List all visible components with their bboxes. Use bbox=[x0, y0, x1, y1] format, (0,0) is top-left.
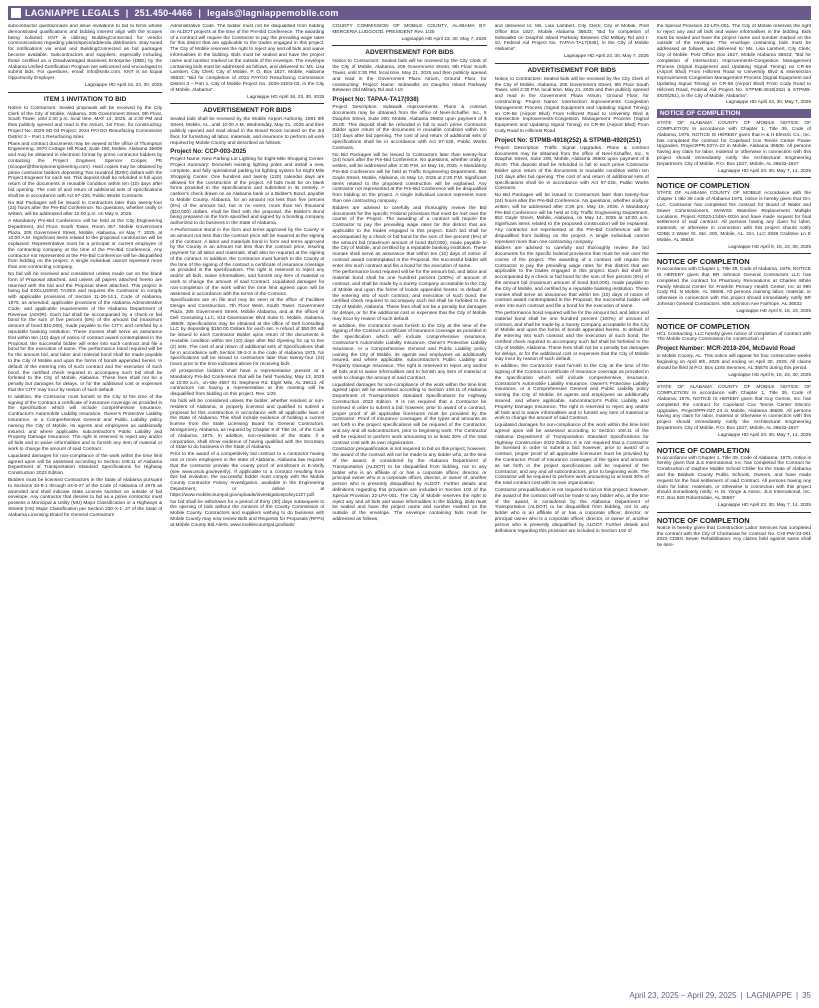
notice-text: A Mandatory Pre-Bid Conference will be held at the City Engineering Department, 3rd Floor, South Tower, Room 357, Mobile Government Plaza, 205 Government Street, Mobile, Alabama, on May 7, 2025, at 10:00 A.M. Significant items related to the proposed construction will be explained. Representative must be a principal or current employee of the contracting company at the time of the Pre-Bid Conference. Any contractor not represented at the Pre-Bid Conference will be disqualified from bidding on the project. A single individual cannot represent more than one contracting company. bbox=[8, 218, 163, 271]
notice-title: ITEM 1 INVITATION TO BID bbox=[43, 95, 127, 103]
header-phone: 251.450-4466 bbox=[134, 8, 193, 18]
notice-text: Project Description: Traffic Signal Upgrades. Plans & contract documents may be obtained from the office of Neel-Schaffer, Inc., 5 Dauphin Street, Suite 200, Mobile, Alabama 36602 upon payment of $ 25.00. This deposit shall be refunded in full to each prime Contractor Bidder upon return of the documents in reusable condition within ten (10) days after bid opening. The cost of and return of additional sets of specifications shall be in accordance with Act 97-225, Public Works Contracts. bbox=[494, 145, 649, 192]
divider bbox=[657, 177, 811, 178]
footer-separator: | bbox=[796, 990, 799, 1000]
notice-title: NOTICE OF COMPLETION bbox=[656, 321, 750, 331]
notice-text: Plans and contract documents may be viewed at the office of Thompson Engineering, 2970 Cottage Hill Road, Suite 190, Mobile, Alabama 36606 and may be obtained in electronic format by prime contractor bidders by contacting the Project Engineer, Spencer Cooper, PE (scooper@thompsonengineering.com). Hard copies may be obtained by prime contractor bidders depositing Two Hundred ($200) dollars with the Project Engineer for each set. This deposit shall be refunded in full upon return of the documents in reusable condition within ten (10) days after bid opening. The cost of and return of additional sets of specifications shall be in accordance with Act 97-225, Public Works Contracts. bbox=[8, 141, 163, 199]
completion-notice: STATE OF ALABAMA COUNTY OF MOBILE NOTICE OF COMPLETION In accordance with Chapter 1, Title 39, Code of Alabama, 1975, NOTICE IS HEREBY given that H & H Electric Co., Inc. has completed the contract for Copeland Cox Tennis Center Power Upgrades, Project#PR-037A-23 in Mobile, Alabama 36608. All persons having any claim for labor, material or otherwise in connection with this project should immediately notify the Architectural Engineering Department, City of Mobile, P.O. Box 1827, Mobile, AL 36633-1827 bbox=[656, 121, 812, 167]
publication-line: Lagniappe HD April 23, 30, May 7, 2025 bbox=[725, 100, 812, 106]
publication-line: Lagniappe HD April 9, 16, 23, 2025 bbox=[736, 308, 812, 314]
notice-title: NOTICE OF COMPLETION bbox=[656, 257, 750, 267]
column-1 bbox=[8, 24, 162, 986]
publication-line: Lagniappe HD April 9, 16, 23, 30, 2025 bbox=[728, 372, 812, 378]
completion-notice: STATE OF ALABAMA COUNTY OF MOBILE NOTICE OF COMPLETION In accordance with Chapter 1, Title 39, Code of Alabama, 1975, NOTICE IS HEREBY given that Guy Gemini, Inc. has completed the contract for Copeland Cox Tennis Center Electric Upgrades, Project#PR-037-23 in Mobile, Alabama 36608. All persons having any claim for labor, material or otherwise in connection with this project should immediately notify the Architectural Engineering Department, City of Mobile, P.O. Box 1827, Mobile, AL 36633-1827 bbox=[656, 385, 812, 432]
notice-text: subcontractor questionnaire and issue invitations to bid to firms whose demonstrated qualifications and bidding interest align with the scopes being solicited. KNT is utilizing BuildingConnected for vendor communications regarding plans/specs/addenda distribution. Stay tuned for notifications via email and BuildingConnected as bid packages become available. Subcontractors and suppliers, especially including those certified as a Disadvantaged Business Enterprise (DBE) by the Alabama Unified Certification Program are welcomed and encouraged to submit bids. For questions, email: info@knttx.com. KNT is an Equal Opportunity Employer. bbox=[8, 24, 163, 82]
notice-text: Liquidated damages for non-compliance of the work within the time limit agreed upon will be assessed according to Section 108.11 of the Alabama Department of Transportation Standard Specifications for Highway Construction 2022 Edition. It is not required that a Contractor be licensed in order to submit a bid; however, prior to award of a contract, proper proof of all applicable licensures must be provided by the Contractor. Proof of insurance coverages of the types and amounts as set forth in the project specifications will be required of the Contractor, and any and all subcontractors, prior to beginning work. The Contractor will be required to perform work amounting to at least 30% of the total contract cost with its own organization. bbox=[494, 423, 649, 487]
divider bbox=[8, 92, 162, 93]
notice-text: No bids will be considered unless the bidder, whether resident or non-resident of Alabama, is properly licensed and qualified to submit a proposal for this construction in accordance with all applicable laws of the State of Alabama. This shall include evidence of holding a current license from the State Licensing Board for General Contractors, Montgomery, Alabama, as required by Chapter 8 of Title 34, of the Code of Alabama, 1975. In addition, non-residents of the State, if a corporation, shall show evidence of having qualified with the Secretary of State to do business in the State of Alabama. bbox=[170, 399, 325, 451]
column-5 bbox=[657, 24, 811, 986]
notice-text: Prior to the award of a competitively bid contract to a contractor having one or more employees in the state of Alabama, Alabama law requires that the contractor provide the county proof of enrollment in E-Verify (see www.uscis.gov/everify). If applicable to a contract resulting from this bid invitation, the successful bidder must comply with the Mobile County Contractor Felony Investigation, available in the Engineering Department, or online at https://www.mobilecountyal.gov/uploads/investigationpolicy1107.pdf. bbox=[170, 452, 325, 498]
notice-title: NOTICE OF COMPLETION bbox=[656, 515, 750, 525]
notice-text: Contractor prequalification is not required to bid on this project; however, the award of the contract will not be made to any bidder who, at the time of the award, is considered by the Alabama Department of Transportation (ALDOT) to be disqualified from bidding, nor to any bidder who is an affiliate of or has a corporate officer, director, or principal owner who is a corporate officer, director, or owner of, another person who is presently disqualified by ALDOT. Further details and definitions regarding this provision are included in Section 102 of the Special Provision 22-LPA-001. The City of Mobile reserves the right to reject any and all bids and waive informalities in the bidding. Bids must be sealed and have the project name and number marked on the outside of the envelope. The envelope containing bids must be addressed as follows, bbox=[332, 447, 487, 522]
footer-separator: | bbox=[740, 990, 743, 1000]
notice-text: Liquidated damages for non-compliance of the work within the time limit agreed upon will be assessed according to Section 108.11 of Alabama Department of Transportation Standard Specifications for Highway Construction 2022 Edition. bbox=[8, 453, 163, 477]
divider bbox=[657, 512, 811, 513]
footer-dates: April 23, 2025 – April 29, 2025 bbox=[629, 990, 737, 1000]
notice-text: Project Name: New Parking Lot Lighting for Eight-Mile Shopping Center. Project Summary: Demolish existing lighting poles and install a new, complete, and fully operational parking lot lighting system for Eight Mile Shopping Center. One hundred and twenty (120) calendar days are allowed for the construction of the project. All bids must be on blank forms provided in the Specifications and submitted in its entirety. A cashier's check drawn on an Alabama bank or a Bidder's Bond, payable to Mobile County, Alabama, for an amount not less than five percent (5%) of the amount bid, but in no event, more than ten thousand ($10,000) dollars, shall be filed with the proposal, the Bidder's Bond being prepared on the form specified and signed by a bonding company authorized to do business in the State of Alabama. bbox=[170, 157, 325, 227]
notice-title: ADVERTISEMENT FOR BIDS bbox=[365, 49, 454, 57]
notice-text: and delivered to: Ms. Lisa Lambert, City Clerk; City of Mobile, Post Office Box 1827, Mobile Alabama 36633; "Bid for completion of Sidewalks on Dauphin Island Parkway Between Old Military Rd and I-10, Federal Aid Project No. TAPAA-TA17(938), in the City of Mobile Alabama". bbox=[494, 24, 649, 53]
notice-text: In addition, the Contractor must furnish to the City at the time of the signing of the Contract a certificate of insurance coverage as provided in the specification which will include comprehensive insurance, Contractor's Automobile Liability Insurance, Owner's Protective Liability Insurance, or a Comprehensive General and Public Liability policy naming the City of Mobile, its agents and employees as additionally insured, and where applicable, subcontractor's Public Liability and Property Damage Insurance. The right is reserved to reject any and/or all bids and to waive informalities and to furnish any item of material or work to change the amount of said Contract. bbox=[8, 394, 163, 452]
page-number: 35 bbox=[802, 990, 811, 1000]
header-separator: | bbox=[198, 8, 202, 18]
divider bbox=[495, 63, 649, 64]
divider bbox=[657, 442, 811, 443]
notice-text: In addition, the Contractor must furnish to the City at the time of the signing of the Contract a certificate of insurance coverage as provided in the specification which will include comprehensive insurance, Contractor's Automobile Liability Insurance, Owner's Protective Liability Insurance, or a Comprehensive General and Public Liability policy naming the City of Mobile, its agents and employees as additionally insured, and where applicable, subcontractor's Public Liability and Property Damage Insurance. The right is reserved to reject any and/or all bids and to waive informalities and to furnish any item of material or work to change the amount of said Contract. bbox=[494, 364, 649, 422]
legal-columns bbox=[8, 24, 811, 986]
notice-text: Contractor prequalification is not required to bid on this project; however, the award of the contract will not be made to any bidder who, at the time of the award, is considered by the Alabama Department of Transportation (ALDOT) to be disqualified from bidding, nor to any bidder who is an affiliate of or has a corporate officer, director, or principal owner who is a corporate officer, director, or owner of, another person who is presently disqualified by ALDOT. Further details and definitions regarding this provision are included in Section 102 of bbox=[494, 487, 649, 534]
notice-text: Specifications are on file and may be seen at the office of Facilities Design and Construction, 7th Floor West, South Tower, Government Plaza, 205 Government Street, Mobile Alabama, and at the offices of Dell Consulting LLC, 813 Downtowner Blvd Suite D, Mobile, Alabama, 36609. Specifications may be obtained at the office of Dell Consulting LLC by depositing $150.00 Dollars for each set. A refund of $50.00 will be issued to each Contractor Bidder upon return of the documents in reusable condition within ten (10) days after Bid Opening for up to two (2) sets. The cost of and return of additional sets of Specifications shall be in accordance with Section 39-2-3 in the code of Alabama 1975. No specifications will be issued to contractors later than twenty-four (24) hours prior to the time indicated above for receiving bids. bbox=[170, 298, 325, 368]
footer-brand: LAGNIAPPE bbox=[746, 990, 793, 1000]
divider bbox=[657, 381, 811, 382]
completion-notice: STATE OF ALABAMA COUNTY OF MOBILE Accordance with the chapter 1 title 39 code of Alabama 1975, notice is hereby given that GH, LLC, Contractor has completed the contract for Board of Water and Sewer Commissioners, MAWSS Waterline Replacement Multiple Locations, Project #2023-1348A-003A and have made request for final settlement of said contract. All persons having any claim for labor, materials, or otherwise in connection with this project should notify CDBK 2 Water St. Ste. 300, Mobile, AL. GH, LLC 2939 Crabtree Ln E Mobile, AL 36618 bbox=[656, 191, 812, 243]
notice-text: The performance bond required will be for the amount bid, and labor and material bond shall be one hundred percent (100%) of amount of contract, and shall be made by a Surety Company acceptable to the City of Mobile and upon the forms of bonds appended hereto. In default of the entering into of such contract, and execution of such bond, the certified check required to accompany such bid shall be forfeited to the City of Mobile, Alabama. These fees shall not be a penalty but damages for delays, or for the additional cost or expenses that the City of Mobile may incur by reason of such default. bbox=[332, 270, 487, 322]
notice-text: Notice to Contractors: Sealed bids will be received by the City Clerk of the City of Mobile, Alabama, 205 Government Street, 9th Floor South Tower, until 2:30 PM. local time, May 21, 2025 and then publicly opened and read in the Government Plaza Atrium, Ground Floor, for constructing: Project Name: Sidewalks on Dauphin Island Parkway Between Old Military Rd and I-10 bbox=[332, 59, 487, 94]
notice-text: Bidders must be licensed Contractors in the State of Alabama pursuant to Sections 34-8-1 through 34-8-27 of the Code of Alabama of 1975 as amended and shall indicate State License Number on outside of bid envelope. Any contractor that desires to bid as a prime contractor must possess a Municipal & Utility (MU) Major Classification or a Highways & Streets (HS) Major Classification per Section 230-X-1-.27 of the State of Alabama Licensing Board for General Contractors bbox=[8, 477, 163, 518]
publication-line: Lagniappe HD April 16, 23, 30, 2025 bbox=[84, 82, 163, 88]
header-separator: | bbox=[125, 8, 129, 18]
divider bbox=[657, 253, 811, 254]
notice-text: No bid shall be withdrawn for a period of thirty (30) days subsequent to the opening of bids without the consent of the County Commission of Mobile County. Contractors and suppliers wishing to do business with Mobile County may now review Bids and Requests for Proposals (RFPs) at Mobile County Bid Alerts. www.mobilecountyal.gov/bids/ bbox=[170, 499, 325, 528]
header-email[interactable]: legals@lagniappemobile.com bbox=[207, 8, 339, 18]
notice-text: Notice to Contractors: Sealed proposals will be received by the City Clerk of the City of Mobile, Alabama, 205 Government Street, 9th Floor, South Tower, until 2:30 p.m. local time, MAY 14, 2025, at 2:30 PM and then publicly opened and read in the Atrium, 1st Floor, for constructing: Project No: 2025-SD-03 Project: 2024 PAYGO Resurfacing Commission District 3 – Part 1 Resurfacing Sites bbox=[8, 105, 163, 140]
header-brand: LAGNIAPPE LEGALS bbox=[25, 8, 120, 18]
page-header bbox=[8, 6, 811, 20]
publication-line: Lagniappe HD April 23, 30, May 7, 14, 2025 bbox=[717, 503, 812, 508]
notice-text: Administrative Code. The bidder must not be disqualified from bidding on ALDOT projects at the time of the Pre-Bid Conference. The awarding of a contract will require the Contractor to pay the prevailing wage rates for this district that are applicable to the trades engaged in this project. The City of Mobile reserves the right to reject any and all bids and waive informalities in the bidding. Bids must be sealed and have the project name and number marked on the outside of the envelope. The envelope containing bids must be addressed as follows, and delivered to: Ms. Lisa Lambert, City Clerk; City of Mobile, P. O. Box 1827, Mobile, Alabama 36633: "Bid for completion of 2024 PAYGO Resurfacing Commission District 3 – Part 1, City of Mobile Project No. 2025-SD03-03, in the City of Mobile, Alabama". bbox=[170, 24, 325, 93]
section-banner: NOTICE OF COMPLETION bbox=[657, 109, 811, 118]
notice-title: NOTICE OF COMPLETION bbox=[656, 445, 750, 455]
notice-text: All prospective bidders shall have a representative present at a Mandatory Pre-bid Conference that will be held Tuesday, May 13, 2025 at 10:00 a.m., on-site 4557 St. Stephens Rd. Eight Mile, AL 36613. All contractors not having a representative at this meeting will be disqualified from bidding on this project. Rev. 1/25 bbox=[170, 369, 325, 398]
notice-text: No bid will be received and considered unless made out on the blank form of Proposal attached, and unless all papers attached hereto are returned with the bid and the Proposal sheet attached. This project is being bid EXCLUDING TAXES and requires the Contractor to comply with applicable provisions of Section 11-26-14.1, Code of Alabama, 1975, as amended; applicable provisions of the Alabama Administrative Code; and applicable requirements of the Alabama Department of Revenue (ADOR). Each bid shall be accompanied by a check or bid bond for the sum of five percent (5%) of the amount bid (maximum amount of bond $10,000), made payable to the CITY, and certified by a reputable banking institution. These monies shall serve as assurance that within ten (10) days of notice of contract award contemplated in the Proposal, the successful bidder will enter into such contract and file a bond for the execution of same. The performance bond required will be for the amount bid, and labor and material bond shall be made payable to the City of Mobile and upon the forms of bonds appended herein. In default of the entering into of such contract and the execution of such bond, the certified check required to accompany such bid shall be forfeited to the City of Mobile, Alabama. These fees shall not be a penalty but damages for delays, or for the additional cost or expenses that the CITY may incur by reason of such default. bbox=[8, 272, 163, 394]
project-number: Project No: STPMB-4918(252) & STPMB-4920(251) bbox=[494, 136, 642, 144]
divider bbox=[332, 45, 486, 46]
signature-block: COUNTY COMMISSION OF MOBILE COUNTY, ALABAMA BY: MERCERIA LUDGOOD, PRESIDENT Rev. 1/25 bbox=[332, 24, 487, 35]
notice-title: ADVERTISEMENT FOR BIDS bbox=[203, 107, 292, 115]
divider bbox=[170, 103, 324, 104]
notice-text: Bidders are advised to carefully and thoroughly review the Bid documents for the specific Federal provisions that must be met over the course of the Project. The awarding of a contract will require the Contractor to pay the prevailing wage rates for this district that are applicable to the trades engaged in this project. Each bid shall be accompanied by a check or bid bond for the sum of five percent (5%) of the amount bid (maximum amount of bond $10,000), made payable to the City of Mobile, and certified by a reputable banking institution. These monies shall serve as assurance that within ten (10) days of notice of contract award contemplated in the Proposal, the successful bidder will enter into such contract and file a bond for the execution of same. bbox=[332, 205, 487, 269]
notice-text: Notice to Contractors: Sealed bids will be received by the City Clerk of the City of Mobile, Alabama, 205 Government Street, 9th Floor South Tower, until 2:30 P.M. local time, May 21, 2025 and then publicly opened and read in the Government Plaza Atrium, Ground Floor, for constructing: Project Name: Intersection Improvements Congestion Management Process (Signal Equipment and Updating Signal Timing) on CR-56 (Airport Blvd) From Hillcrest Road to University Blvd & Intersection Improvements-Congestion Management Process (Signal Equipment and Updating Signal Timing) on CR-56 (Airport Blvd) From Cody Road to Hillcrest Road bbox=[494, 76, 649, 134]
publication-line: Lagniappe HD April 23, 30, May 7, 14, 2025 bbox=[717, 168, 812, 174]
completion-notice: HCL Contracting, LLC hereby gives notice of completion of contract with The Mobile County Commission for construction of bbox=[656, 331, 812, 343]
notice-text: No Bid Packages will be issued to Contractors later than twenty-four (24) hours after the Pre-Bid Conference. No questions, whether orally or written, will be addressed after 2:30 P.M. on May 19, 2025. A Mandatory Pre-Bid Conference will be held at Traffic Engineering Department, 852 Gayle Street, Mobile, Alabama, on May 14, 2025 at 2:30 P.M. Significant items related to the proposed construction will be explained. Any contractor not represented at the Pre-Bid Conference will be disqualified from bidding on the project. A single individual cannot represent more than one contracting company. bbox=[332, 152, 487, 204]
completion-notice: in Mobile County, AL. This notice will appear for four consecutive weeks beginning on April 9th, 2025 and ending on April 30, 2025. All claims should be filed at P.O. Box 1245 Semmes, AL 36575 during this period. bbox=[656, 354, 812, 371]
notice-text: No Bid Packages will be issued to Contractors later than twenty-four (24) hours after the Pre-Bid Conference. No questions, whether orally or written, will be addressed after 2:30 pm, May 19, 2025. A Mandatory Pre-Bid Conference will be held at City Traffic Engineering Department, 852 Gayle Street, Mobile, Alabama, on May 14, 2025 at 10:00 a.m. Significant items related to the proposed construction will be explained. Any contractor not represented at the Pre-Bid Conference will be disqualified from bidding on the project. A single individual cannot represent more than one contracting company. bbox=[494, 193, 649, 245]
notice-text: Bidders are advised to carefully and thoroughly review the bid documents for the specific federal provisions that must be met over the course of the project. The awarding of a contract will require the Contractor to pay the prevailing wage rates for this district that are applicable to the trades engaged in this project. Each bid shall be accompanied by a check or bid bond for the sum of five percent (5%) of the amount bid (maximum amount of bond $10,000), made payable to the City of Mobile, and certified by a reputable banking institution. These monies shall serve as assurance that within ten (10) days of notice of contract award contemplated in the Proposal, the successful bidder will enter into such contract and file a bond for the execution of same. bbox=[494, 246, 649, 310]
publication-line: Lagniappe HD April 23, 30, May 7, 2025 bbox=[401, 36, 487, 42]
publication-line: Lagniappe HD April 9, 16, 23, 30, 2025 bbox=[728, 244, 812, 250]
notice-title: ADVERTISEMENT FOR BIDS bbox=[527, 66, 616, 74]
completion-notice: Notice is hereby given that Construction Labor Services has completed the contract with the City of Chickasaw for Contract No. CHI-PW-23-001 2023 CDBG Sewer Rehabilitation. Any claims held against same shall be item- bbox=[656, 525, 812, 549]
completion-notice: In accordance with Chapter 1, Title 39, Code of Alabama, 1975, notice is hereby given that JLS International, Inc. has completed the Contract for Construction of Daphne Middle School Chiller for the State of Alabama and the Baldwin County Public Schools, Owners, and have made request for the final settlement of said Contract. All persons having any claim for labor, materials, or otherwise in connection with this project should immediately notify: H. M. Yonge & Assoc. JLS International, Inc. P.O. Box 928 Robertsdale, AL 36567 bbox=[656, 455, 812, 502]
header-square-icon bbox=[11, 8, 21, 18]
project-number: Project No: CCP-003-2025 bbox=[170, 148, 247, 156]
notice-text: the Special Provision 22-LPA-001. The City of Mobile reserves the right to reject any and all bids and waive informalities in the bidding. Bids must be sealed and have the project name and number marked on the outside of the envelope. The envelope containing bids must be addressed as follows, and delivered to: Ms. Lisa Lambert, City Clerk; City of Mobile, Post Office Box 1827, Mobile Alabama 36633; "Bid for completion of Intersection Improvements-Congestion Management Process (Signal Equipment and Updating Signal Timing) on CR-56 (Airport Blvd) From Hillcrest Road to University Blvd & Intersection Improvements-Congestion Management Process (Signal Equipment and Updating Signal Timing) on CR-56 (Airport Blvd) From Cody Road to Hillcrest Road, Federal Aid Project No. STPMB-4918(252) & STPMB-4920(251), in the City of Mobile, Alabama". bbox=[656, 24, 812, 99]
notice-text: In addition, the Contractor must furnish to the City at the time of the signing of the Contract a certificate of insurance coverage as provided in the specification which will include comprehensive insurance, Contractor's Automobile Liability Insurance, Owner's Protective Liability Insurance, or a Comprehensive General and Public Liability policy naming the City of Mobile, its agents and employees as additionally insured, and where applicable, subcontractor's Public Liability and Property Damage Insurance. The right is reserved to reject any and/or all bids and to waive informalities and to furnish any item of material or work to change the amount of said Contract. bbox=[332, 323, 487, 381]
notice-text: Sealed bids shall be received by the Mobile Airport Authority, 1891 9th Street, Mobile, AL, until 10:00 A.M. Wednesday, May 21, 2025 and then publicly opened and read aloud in the Board Room located on the 3rd floor, for furnishing all labor, materials, and insurance to perform all work required by Mobile County and described as follows: bbox=[170, 117, 325, 146]
notice-text: A Performance Bond in the form and terms approved by the County in an amount not less than the contract price will be required at the signing of the contract. A labor and materials bond in form and terms approved by the County in an amount not less than the contract price, insuring payment for all labor and materials, shall also be required at the signing of the contract. In addition, the Contractor must furnish to the County at the time of the signing of the contract a certificate of insurance coverage as provided in the specifications. The right is reserved to reject any and/or all bids, waive informalities, and furnish any item of material or work to change the amount of said Contract. Liquidated damages for non-completion of the work within the time limit agreed upon will be assessed in accordance with the terms of the Contract. bbox=[170, 227, 325, 297]
publication-line: Lagniappe HD April 23, 30, May 7, 2025 bbox=[563, 53, 649, 59]
column-2 bbox=[170, 24, 324, 986]
page-footer bbox=[0, 988, 811, 1002]
notice-text: No Bid Packages will be issued to Contractors later than twenty-four (24) hours after the Pre-Bid Conference. No questions, whether orally or written, will be addressed after 12:00 p.m. on May 9, 2025. bbox=[8, 200, 163, 218]
publication-line: Lagniappe HD April 23, 30, May 7, 14, 2025 bbox=[717, 432, 812, 438]
project-number: Project No: TAPAA-TA17(938) bbox=[332, 96, 419, 104]
notice-text: Liquidated damages for non-compliance of the work within the time limit agreed upon will be assessed according to Section 108.11 of Alabama Department of Transportation Standard Specifications for Highway Construction 2022 Edition. It is not required that a Contractor be licensed in order to submit a bid; however, prior to award of a contract, proper proof of all applicable licensures must be provided by the Contractor. Proof of insurance coverages of the types and amounts as set forth in the project specifications will be required of the Contractor, and any and all subcontractors, prior to beginning work. The Contractor will be required to perform work amounting to at least 30% of the total contract cost with its own organization. bbox=[332, 382, 487, 446]
column-3 bbox=[332, 24, 486, 986]
completion-notice: In accordance with Chapter 1, Title 39, Code of Alabama, 1975, NOTICE IS HEREBY given that BR Johnson General Contractors LLC has completed the contract for Pharmacy Renovations at Charles White Family Medical Center for Franklin Primary Health Center, Inc at 990 Cody Rd. N Mobile, AL 36608. All persons claiming labor, material, or otherwise in connection with this project should immediately notify BR Johnson General Contractors. 606 Johnson Ave Fairhope, AL 36532 bbox=[656, 267, 812, 308]
notice-title: NOTICE OF COMPLETION bbox=[656, 181, 750, 191]
notice-text: The performance bond required will be for the amount bid, and labor and material bond shall be one hundred percent (100%) of amount of contract, and shall be made by a Surety Company acceptable to the City of Mobile and upon the forms of bonds appended hereto. In default of the entering into such contract and the execution of such bond, the certified check required to accompany such bid shall be forfeited to the City of Mobile, Alabama. These fees shall not be a penalty but damages for delays, or for the additional cost or expenses that the City of Mobile may incur by reason of such default. bbox=[494, 311, 649, 363]
notice-text: Project Description: Sidewalk Improvements. Plans & contract documents may be obtained from the office of Neel-Schaffer, Inc., 5 Dauphin Street, Suite 200, Mobile, Alabama 36602 upon payment of $ 25.00. This deposit shall be refunded in full to each prime Contractor Bidder upon return of the documents in reusable condition within ten (10) days after bid opening. The cost of and return of additional sets of specifications shall be in accordance with Act 97-225, Public Works Contracts. bbox=[332, 105, 487, 151]
project-number: Project Number: MCR-2018-204, McDavid Road bbox=[656, 345, 796, 353]
publication-line: Lagniappe HD April 16, 23, 30, 2025 bbox=[247, 94, 325, 100]
divider bbox=[657, 318, 811, 319]
column-4 bbox=[495, 24, 649, 986]
